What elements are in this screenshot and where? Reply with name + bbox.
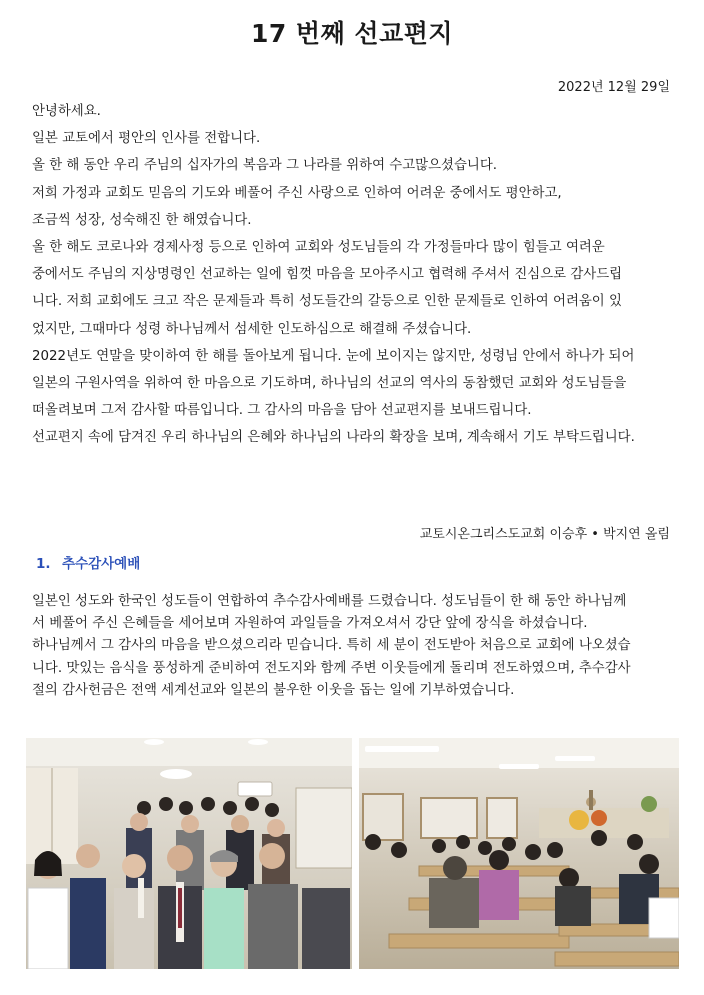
letter-line: 일본의 구원사역을 위하여 한 마음으로 기도하며, 하나님의 선교의 역사의 동참했던 교회와 성도님들을 bbox=[32, 376, 627, 392]
letter-body bbox=[32, 98, 674, 452]
letter-date: 2022년 12월 29일 bbox=[557, 80, 670, 95]
worship-photo bbox=[359, 738, 679, 969]
letter-line: 저희 가정과 교회도 믿음의 기도와 베풀어 주신 사랑으로 인하여 어려운 중에서도 평안하고, bbox=[32, 185, 562, 201]
section-title: 추수감사예배 bbox=[62, 556, 141, 572]
letter-line: 었지만, 그때마다 성령 하나님께서 섬세한 인도하심으로 해결해 주셨습니다. bbox=[32, 321, 472, 337]
letter-line: 올 한 해도 코로나와 경제사정 등으로 인하여 교회와 성도님들의 각 가정들마다 많이 힘들고 여려운 bbox=[32, 240, 605, 256]
letter-line: 조금씩 성장, 성숙해진 한 해였습니다. bbox=[32, 212, 252, 228]
letter-signature: 교토시온그리스도교회 이승후 • 박지연 올림 bbox=[419, 527, 670, 542]
letter-line: 떠올려보며 그저 감사할 따름입니다. 그 감사의 마음을 담아 선교편지를 보내드립니다. bbox=[32, 403, 532, 419]
section-line: 절의 감사헌금은 전액 세계선교와 일본의 불우한 이웃을 돕는 일에 기부하였습니다. bbox=[32, 682, 515, 698]
letter-line: 안녕하세요. bbox=[32, 104, 101, 119]
section-line: 서 베풀어 주신 은혜들을 세어보며 자원하여 과일들을 가져오셔서 강단 앞에 장식을 하셨습니다. bbox=[32, 616, 588, 632]
section-body bbox=[32, 591, 678, 702]
letter-line: 올 한 해 동안 우리 주님의 십자가의 복음과 그 나라를 위하여 수고많으셨습니다. bbox=[32, 158, 498, 174]
letter-line: 중에서도 주님의 지상명령인 선교하는 일에 힘껏 마음을 모아주시고 협력해 주셔서 진심으로 감사드립 bbox=[32, 267, 623, 283]
section-line: 하나님께서 그 감사의 마음을 받으셨으리라 믿습니다. 특히 세 분이 전도받아 처음으로 교회에 나오셨습 bbox=[32, 638, 631, 654]
letter-title: 17 번째 선교편지 bbox=[250, 19, 454, 48]
section-line: 일본인 성도와 한국인 성도들이 연합하여 추수감사예배를 드렸습니다. 성도님들이 한 해 동안 하나님께 bbox=[32, 594, 627, 609]
letter-line: 2022년도 연말을 맞이하여 한 해를 돌아보게 됩니다. 눈에 보이지는 않지만, 성령님 안에서 하나가 되어 bbox=[32, 348, 635, 364]
letter-line: 니다. 저희 교회에도 크고 작은 문제들과 특히 성도들간의 갈등으로 인한 문제들로 인하여 어려움이 있 bbox=[32, 294, 622, 310]
section-number: 1. bbox=[36, 556, 51, 572]
section-heading-thanksgiving bbox=[36, 552, 140, 572]
section-line: 니다. 맛있는 음식을 풍성하게 준비하여 전도지와 함께 주변 이웃들에게 돌리며 전도하였으며, 추수감사 bbox=[32, 660, 631, 676]
letter-line: 선교편지 속에 담겨진 우리 하나님의 은혜와 하나님의 나라의 확장을 보며, 계속해서 기도 부탁드립니다. bbox=[32, 430, 635, 446]
group-photo bbox=[26, 738, 352, 969]
letter-line: 일본 교토에서 평안의 인사를 전합니다. bbox=[32, 131, 261, 147]
